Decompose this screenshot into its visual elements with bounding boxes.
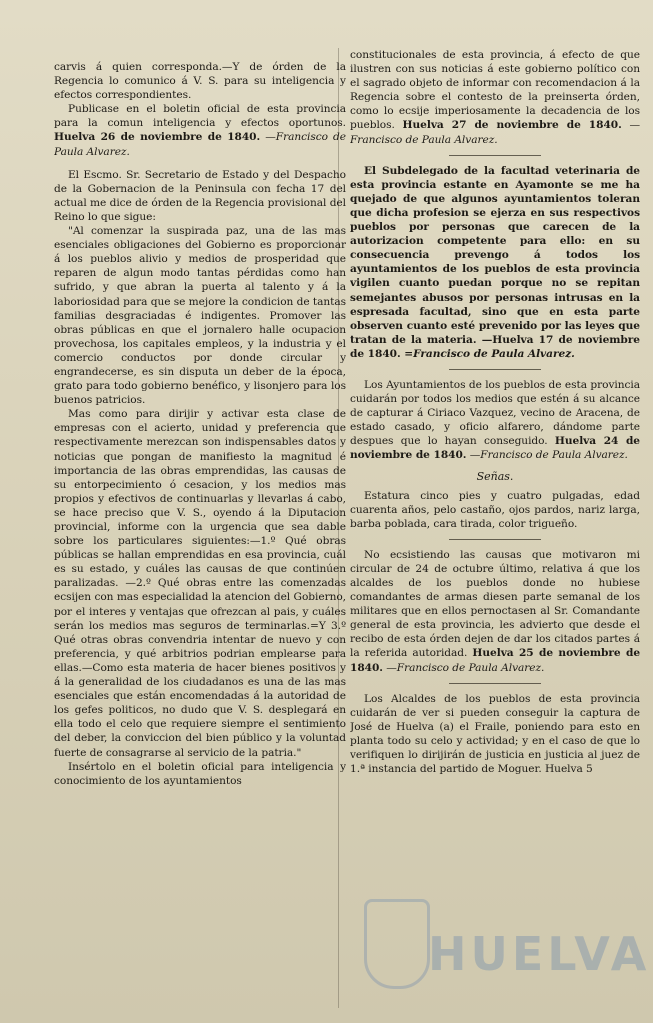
paragraph-publication-notice: Publicase en el boletin oficial de esta provincia para la comun inteligencia y efectos oportunos. Huelva 26 de noviembre de 1840. —Francisco de Paula Alvarez. — [54, 103, 346, 158]
paragraph-circular-revoked: No ecsistiendo las causas que motivaron mi circular de 24 de octubre último, relativa á que los alcaldes de los pueblos donde no hubiese comandantes de armas diesen parte semanal de los militares que en ellos pernoctasen al Sr. Comandante general de esta provincia, les advierto que desde el recibo de esta órden dejen de dar los citados partes á la referida autoridad. Huelva 25 de noviembre de 1840. —Francisco de Paula Alvarez. — [350, 548, 640, 674]
section-rule — [449, 539, 541, 540]
paragraph-insert-bulletin: Insértolo en el boletin oficial para inteligencia y conocimiento de los ayuntamientos — [54, 760, 346, 787]
section-rule — [449, 155, 541, 156]
paragraph-constitutional-councils: constitucionales de esta provincia, á efecto de que ilustren con sus noticias á este gobierno político con el sagrado objeto de informar con recomendacion á la Regencia sobre el contesto de la preinserta órden, como lo ecsije imperiosamente la decadencia de los pueblos. Huelva 27 de noviembre de 1840. —Francisco de Paula Alvarez. — [350, 49, 640, 146]
shield-icon — [364, 899, 430, 989]
left-column — [54, 60, 346, 1005]
paragraph-public-works: "Al comenzar la suspirada paz, una de las mas esenciales obligaciones del Gobierno es proporcionar á los pueblos alivio y medios de prosperidad que reparen de algun modo tantas pérdidas como han sufrido, y que abran la puerta al talento y á la laboriosidad para que se mejore la condicion de tantas familias desgraciadas é indigentes. Promover las obras públicas en que el jornalero halle ocupacion provechosa, los capitales empleos, y la industria y el comercio conductos por donde circular y engrandecerse, es sin disputa un deber de la época, grato para todo gobierno benéfico, y lisonjero para los buenos patricios. — [54, 225, 346, 407]
archive-watermark — [356, 893, 651, 1001]
paragraph-veterinary-notice: El Subdelegado de la facultad veterinaria de esta provincia estante en Ayamonte se me ha quejado de que algunos ayuntamientos toleran que dicha profesion se ejerza en sus respectivos pueblos por personas que carecen de la autorizacion competente para ello: en su consecuencia prevengo á todos los ayuntamientos de los pueblos de esta provincia vigilen cuanto puedan porque no se repitan semejantes abusos por personas intrusas en la espresada facultad, sino que en esta parte observen cuanto esté prevenido por las leyes que tratan de la materia. —Huelva 17 de noviembre de 1840. =Francisco de Paula Alvarez. — [350, 164, 640, 360]
paragraph-description: Estatura cinco pies y cuatro pulgadas, edad cuarenta años, pelo castaño, ojos pardos, nariz larga, barba poblada, cara tirada, color trigueño. — [350, 489, 640, 530]
paragraph-capture-ciriaco: Los Ayuntamientos de los pueblos de esta provincia cuidarán por todos los medios que estén á su alcance de capturar á Ciriaco Vazquez, vecino de Aracena, de estado casado, y oficio alfarero, dándome parte despues que lo hayan conseguido. Huelva 24 de noviembre de 1840. —Francisco de Paula Alvarez. — [350, 378, 640, 462]
paragraph-works-questions: Mas como para dirijir y activar esta clase de empresas con el acierto, unidad y preferencia que respectivamente merezcan son indispensables datos y noticias que pongan de manifiesto la magnitud é importancia de las obras emprendidas, las causas de su entorpecimiento ó cesacion, y los medios mas propios y efectivos de continuarlas y llevarlas á cabo, se hace preciso que V. S., oyendo á la Diputacion provincial, informe con la urgencia que sea dable sobre los particulares siguientes:—1.º Qué obras públicas se hallan emprendidas en esa provincia, cuál es su estado, y cuáles las causas de que continúen paralizadas. —2.º Qué obras entre las comenzadas ecsijen con mas especialidad la atencion del Gobierno, por el interes y ventajas que ofrezcan al pais, y cuáles serán los medios mas seguros de terminarlas.=Y 3.º Qué otras obras convendria intentar de nuevo y con preferencia, y qué arbitrios podrian emplearse para ellas.—Como esta materia de hacer bienes positivos y á la generalidad de los ciudadanos es una de las mas esenciales que están encomendadas á la autoridad de los gefes politicos, no dudo que V. S. desplegará en ella todo el celo que requiere siempre el sentimiento del deber, la conviccion del bien público y la voluntad fuerte de consagrarse al servicio de la patria." — [54, 408, 346, 759]
paragraph-secretary-order: El Escmo. Sr. Secretario de Estado y del Despacho de la Gobernacion de la Peninsula con fecha 17 del actual me dice de órden de la Regencia provisional del Reino lo que sigue: — [54, 168, 346, 223]
section-rule — [449, 369, 541, 370]
paragraph-capture-jose: Los Alcaldes de los pueblos de esta provincia cuidarán de ver si pueden conseguir la captura de José de Huelva (a) el Fraile, poniendo para esto en planta todo su celo y actividad; y en el caso de que lo verifiquen lo dirijirán de justicia en justicia al juez de 1.ª instancia del partido de Moguer. Huelva 5 — [350, 692, 640, 776]
watermark-text: HUELVA — [428, 927, 651, 981]
paragraph-order-closing: carvis á quien corresponda.—Y de órden de la Regencia lo comunico á V. S. para su inteligencia y efectos correspondientes. — [54, 61, 346, 102]
senas-heading: Señas. — [476, 469, 514, 483]
right-column — [350, 48, 640, 1005]
section-rule — [449, 683, 541, 684]
